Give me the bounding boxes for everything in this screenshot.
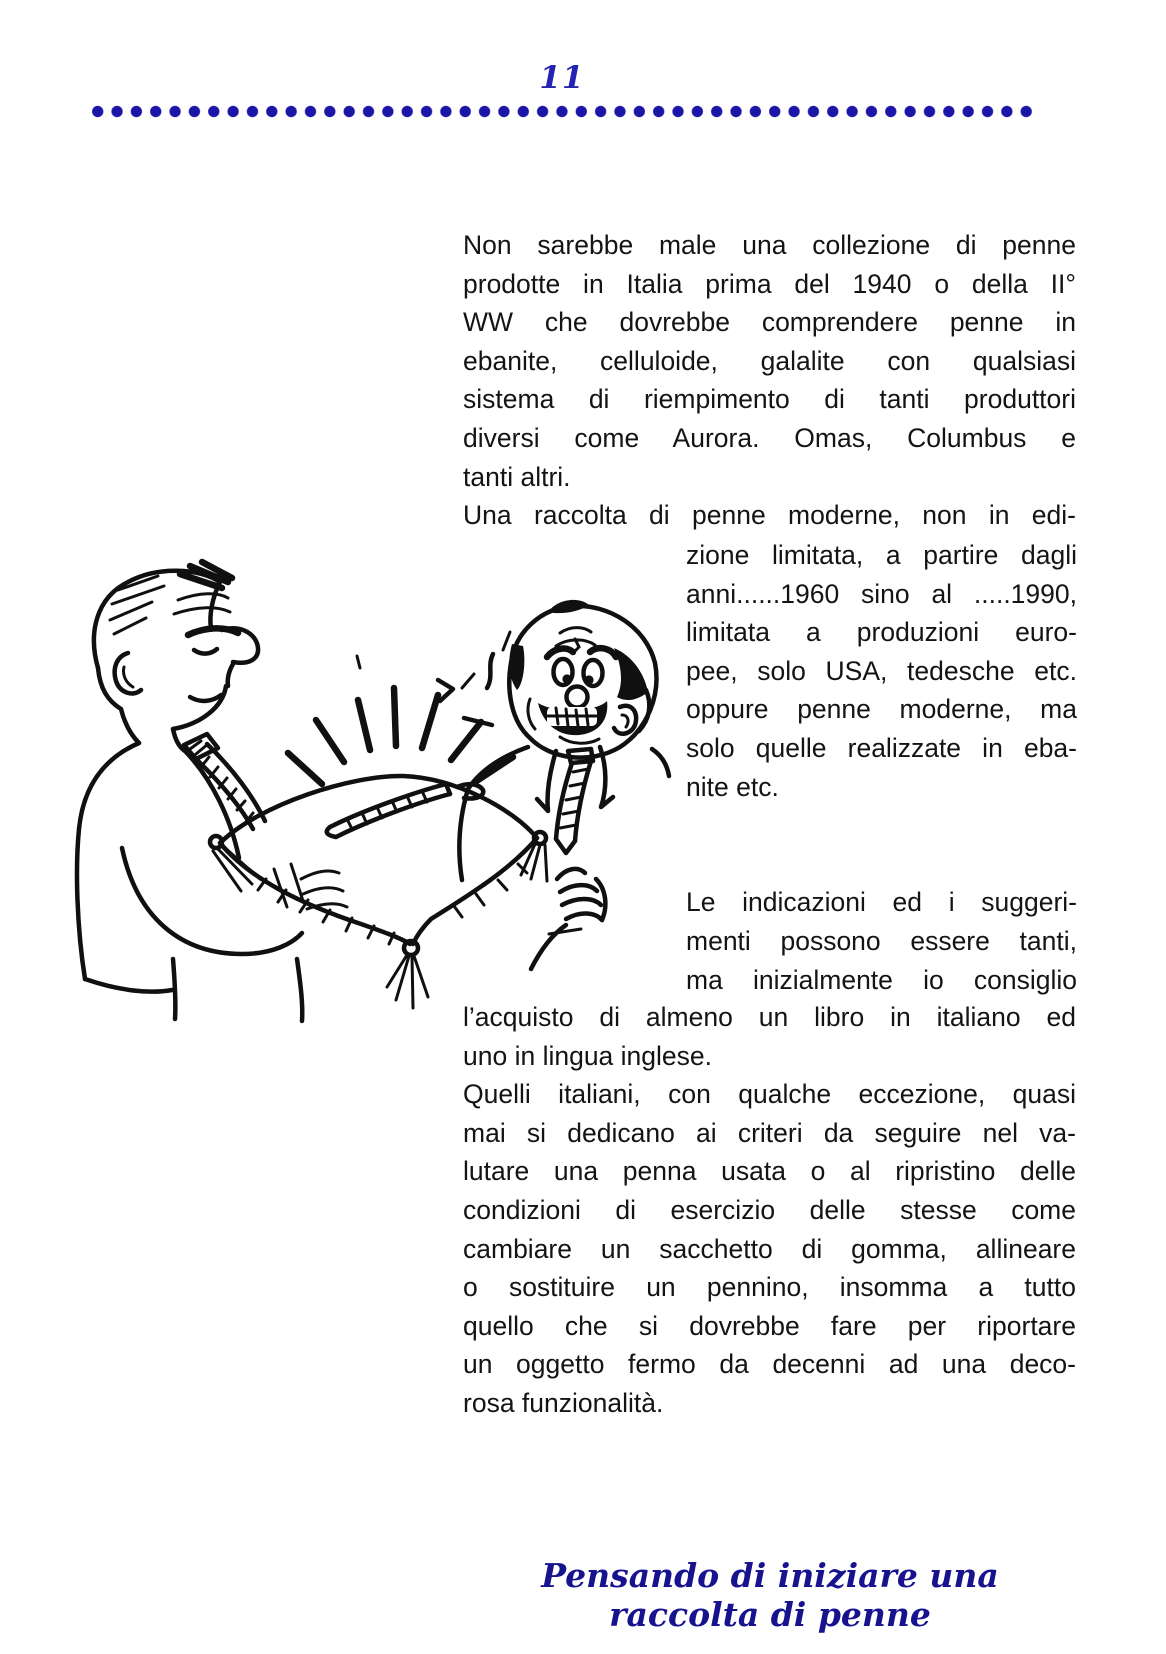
text-line: diversi come Aurora. Omas, Columbus e [463, 422, 1076, 453]
text-line: rosa funzionalità. [463, 1387, 664, 1418]
text-line: solo quelle realizzate in eba- [686, 732, 1077, 763]
text-line: un oggetto fermo da decenni ad una deco- [463, 1349, 1076, 1380]
left-man [77, 562, 347, 1021]
text-line: Non sarebbe male una collezione di penne [463, 230, 1076, 260]
text-line: limitata a produzioni euro- [686, 617, 1077, 648]
page-number: 11 [539, 60, 585, 96]
paragraph-block-top [463, 226, 1076, 535]
paragraph-block-bottom [463, 998, 1076, 1423]
text-line: pee, solo USA, tedesche etc. [686, 655, 1077, 686]
text-line: oppure penne moderne, ma [686, 694, 1077, 725]
text-line: ebanite, celluloide, galalite con qualsiasi [463, 345, 1076, 376]
text-line [686, 845, 1077, 884]
text-line: lutare una penna usata o al ripristino delle [463, 1156, 1076, 1187]
text-line: mai si dedicano ai criteri da seguire nel va- [463, 1117, 1076, 1148]
paragraph-block-narrow [686, 536, 1077, 999]
text-line: sistema di riempimento di tanti produttori [463, 384, 1076, 415]
text-line: tanti altri. [463, 461, 571, 492]
text-line: nite etc. [686, 771, 779, 802]
text-line: prodotte in Italia prima del 1940 o della II° [463, 268, 1076, 299]
text-line: ma inizialmente io consiglio [686, 964, 1077, 995]
text-line: menti possono essere tanti, [686, 925, 1077, 956]
cartoon-two-men-icon [60, 538, 672, 1030]
text-line: o sostituire un pennino, insomma a tutto [463, 1272, 1076, 1303]
text-line: condizioni di esercizio delle stesse come [463, 1194, 1076, 1225]
text-line [686, 806, 1077, 845]
dotted-divider [88, 104, 1038, 119]
text-line: Una raccolta di penne moderne, non in edi- [463, 500, 1076, 531]
text-line: uno in lingua inglese. [463, 1040, 712, 1071]
text-line: anni......1960 sino al .....1990, [686, 578, 1077, 609]
text-line: cambiare un sacchetto di gomma, allineare [463, 1233, 1076, 1264]
text-line: quello che si dovrebbe fare per riportare [463, 1310, 1076, 1341]
excitement-marks [438, 632, 510, 725]
text-line: WW che dovrebbe comprendere penne in [463, 307, 1076, 338]
text-line: l’acquisto di almeno un libro in italiano ed [463, 1002, 1076, 1032]
footer-running-title: Pensando di iniziare una raccolta di penne [541, 1556, 999, 1634]
illustration-pen-on-cushion [60, 538, 672, 1030]
text-line: Le indicazioni ed i suggeri- [686, 887, 1077, 918]
text-line: zione limitata, a partire dagli [686, 540, 1077, 570]
text-line: Quelli italiani, con qualche eccezione, quasi [463, 1079, 1076, 1110]
